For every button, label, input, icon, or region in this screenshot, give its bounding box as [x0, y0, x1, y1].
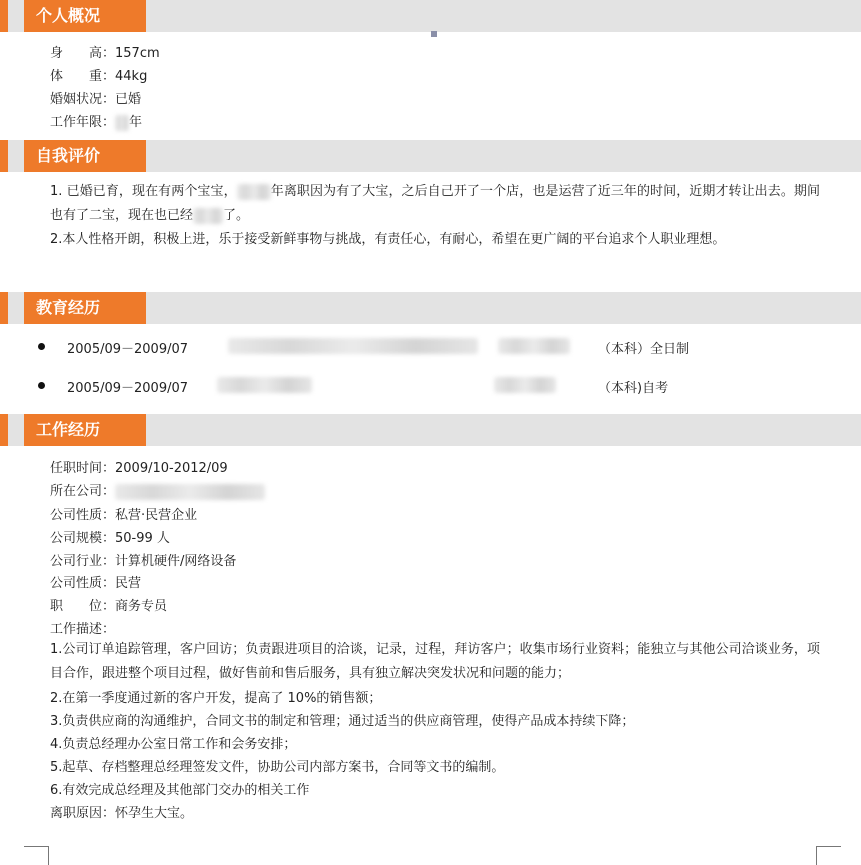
profile-years-unit: 年	[129, 115, 143, 130]
work-company-label: 所在公司：	[50, 484, 116, 499]
section-header-profile	[0, 0, 861, 32]
section-accent-bar	[0, 0, 8, 32]
self-eval-text: 了。	[223, 208, 250, 223]
redacted-major	[498, 338, 570, 354]
self-eval-paragraph-1	[50, 180, 820, 228]
section-title: 教育经历	[24, 292, 146, 324]
work-leave-reason: 离职原因：怀孕生大宝。	[50, 806, 194, 821]
self-eval-text: 年离职因为有了大宝，之后自己开了一个店，也是运营了近三年的时间，近期才转让出去。期间也有了二宝，现在也已经	[50, 184, 820, 223]
section-accent-bar	[0, 140, 8, 172]
section-header-work	[0, 414, 861, 446]
redacted-school	[228, 338, 478, 354]
redacted-company	[115, 484, 265, 500]
work-desc-item: 5.起草、存档整理总经理签发文件，协助公司内部方案书，合同等文书的编制。	[50, 760, 505, 775]
self-eval-text: 1. 已婚已育，现在有两个宝宝，	[50, 184, 237, 199]
redacted-school	[217, 377, 312, 393]
work-desc-item: 6.有效完成总经理及其他部门交办的相关工作	[50, 783, 310, 798]
work-company	[50, 480, 265, 500]
profile-weight: 体 重：44kg	[50, 69, 148, 84]
work-scale: 公司规模：50-99 人	[50, 531, 170, 546]
work-desc-item: 4.负责总经理办公室日常工作和会务安排；	[50, 737, 297, 752]
section-title: 工作经历	[24, 414, 146, 446]
section-title: 自我评价	[24, 140, 146, 172]
redacted-value	[237, 184, 271, 200]
work-position: 职 位：商务专员	[50, 599, 168, 614]
education-period: 2005/09－2009/07	[67, 342, 189, 357]
page-corner-mark-right	[816, 846, 841, 865]
work-nature: 公司性质：私营·民营企业	[50, 508, 198, 523]
profile-marital: 婚姻状况：已婚	[50, 92, 142, 107]
redacted-value	[115, 115, 129, 131]
section-header-education	[0, 292, 861, 324]
section-accent-bar	[0, 414, 8, 446]
profile-height: 身 高：157cm	[50, 46, 160, 61]
redacted-value	[193, 208, 223, 224]
profile-years	[50, 111, 142, 131]
work-desc-item: 2.在第一季度通过新的客户开发，提高了 10%的销售额；	[50, 691, 382, 706]
bullet-icon	[38, 343, 45, 350]
section-header-self-eval	[0, 140, 861, 172]
section-accent-bar	[0, 292, 8, 324]
redacted-major	[494, 377, 556, 393]
work-desc-label: 工作描述：	[50, 622, 116, 637]
education-period: 2005/09－2009/07	[67, 381, 189, 396]
work-time: 任职时间：2009/10-2012/09	[50, 461, 228, 476]
work-industry: 公司行业：计算机硬件/网络设备	[50, 554, 237, 569]
work-desc-item: 1.公司订单追踪管理，客户回访；负责跟进项目的洽谈，记录，过程，拜访客户；收集市场行业资料；能独立与其他公司洽谈业务，项目合作，跟进整个项目过程，做好售前和售后服务，具有独立解决突发状况和问题的能力；	[50, 642, 820, 681]
section-title: 个人概况	[24, 0, 146, 32]
education-degree: （本科)自考	[598, 381, 669, 396]
page-corner-mark-left	[24, 846, 49, 865]
bullet-icon	[38, 382, 45, 389]
text-cursor-marker	[431, 31, 437, 37]
education-degree: （本科）全日制	[598, 342, 690, 357]
profile-years-label: 工作年限：	[50, 115, 116, 130]
work-desc-item: 3.负责供应商的沟通维护，合同文书的制定和管理；通过适当的供应商管理，使得产品成本持续下降；	[50, 714, 635, 729]
self-eval-paragraph-2: 2.本人性格开朗，积极上进，乐于接受新鲜事物与挑战，有责任心，有耐心，希望在更广阔的平台追求个人职业理想。	[50, 232, 726, 247]
work-nature-2: 公司性质：民营	[50, 576, 142, 591]
